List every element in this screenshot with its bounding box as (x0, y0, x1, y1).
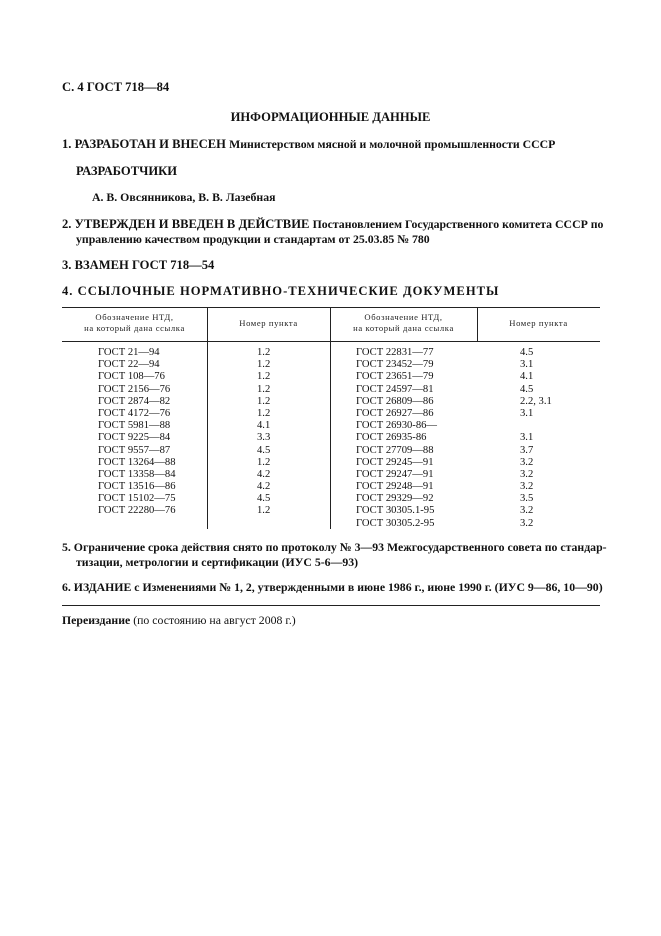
section-5-line-1: 5. Ограничение срока действия снято по протоколу № 3—93 Межгосударственного совета по стандар- (62, 540, 607, 554)
table-cell-num: 1.2 (257, 407, 271, 419)
page-header: С. 4 ГОСТ 718—84 (62, 80, 170, 94)
table-cell-doc: ГОСТ 2874—82 (98, 395, 171, 407)
table-cell-doc: ГОСТ 29247—91 (356, 468, 434, 480)
header-num-left: Номер пункта (239, 318, 298, 328)
header-doc-right: Обозначение НТД, на который дана ссылка (353, 312, 454, 333)
table-cell-num: 1.2 (257, 347, 271, 358)
table-cell-num: 4.2 (257, 481, 271, 493)
section-2-line-1 (62, 217, 603, 232)
table-cell-doc: ГОСТ 23452—79 (356, 359, 434, 371)
table-cell-doc: ГОСТ 9557—87 (98, 444, 171, 456)
references-table (62, 307, 600, 529)
table-cell-doc: ГОСТ 13358—84 (98, 468, 176, 480)
table-cell-doc: ГОСТ 29248—91 (356, 481, 434, 493)
table-cell-doc: ГОСТ 13264—88 (98, 456, 176, 468)
table-cell-num: 4.5 (520, 383, 534, 395)
table-cell-num: 3.2 (520, 481, 534, 493)
right-num-column (520, 347, 552, 530)
table-cell-num: 1.2 (257, 383, 271, 395)
table-cell-doc: ГОСТ 22831—77 (356, 347, 434, 358)
section-6: 6. ИЗДАНИЕ с Изменениями № 1, 2, утвержденными в июне 1986 г., июне 1990 г. (ИУС 9—86, 10—90) (62, 580, 603, 594)
table-cell-doc: ГОСТ 108—76 (98, 371, 165, 383)
document-title: ИНФОРМАЦИОННЫЕ ДАННЫЕ (230, 110, 431, 124)
left-num-column (257, 347, 270, 518)
table-cell-doc: ГОСТ 29245—91 (356, 456, 434, 468)
table-cell-num: 3.1 (520, 432, 534, 444)
section-3: 3. ВЗАМЕН ГОСТ 718—54 (62, 258, 215, 272)
divider (62, 605, 600, 606)
section-2-text: Постановлением Государственного комитета СССР по (312, 217, 604, 231)
table-cell-num: 4.5 (257, 493, 271, 505)
table-cell-num: 4.5 (520, 347, 534, 358)
table-cell-num: 3.7 (520, 444, 534, 456)
table-cell-doc: ГОСТ 26809—86 (356, 395, 434, 407)
section-5-line-2: тизации, метрологии и сертификации (ИУС 5-6—93) (76, 555, 359, 569)
developers-names: А. В. Овсянникова, В. В. Лазебная (92, 190, 276, 204)
section-1 (62, 137, 555, 152)
table-cell-num: 3.2 (520, 517, 534, 529)
header-num-right: Номер пункта (509, 318, 568, 328)
table-cell-doc: ГОСТ 4172—76 (98, 407, 171, 419)
table-cell-doc: ГОСТ 26935-86 (356, 432, 427, 444)
table-cell-doc: ГОСТ 30305.2-95 (356, 517, 435, 529)
table-cell-num: 3.5 (520, 493, 534, 505)
table-cell-num: 3.3 (257, 432, 271, 444)
table-cell-doc: ГОСТ 5981—88 (98, 420, 171, 432)
right-doc-column (356, 347, 437, 530)
table-cell-num: 2.2, 3.1 (520, 395, 552, 407)
reissue-text: (по состоянию на август 2008 г.) (133, 613, 296, 627)
table-cell-num: 1.2 (257, 371, 271, 383)
table-cell-num: 1.2 (257, 505, 271, 517)
table-cell-doc: ГОСТ 29329—92 (356, 493, 434, 505)
table-cell-doc: ГОСТ 23651—79 (356, 371, 434, 383)
table-cell-num: 4.2 (257, 468, 271, 480)
left-doc-column (98, 347, 176, 518)
table-cell-doc: ГОСТ 15102—75 (98, 493, 176, 505)
developers-label: РАЗРАБОТЧИКИ (76, 164, 178, 178)
table-cell-num: 4.1 (257, 420, 271, 432)
table-cell-num: 4.1 (520, 371, 534, 383)
table-cell-doc: ГОСТ 9225—84 (98, 432, 171, 444)
table-cell-doc: ГОСТ 22280—76 (98, 505, 176, 517)
table-cell-num: 1.2 (257, 456, 271, 468)
table-cell-num: 4.5 (257, 444, 271, 456)
table-cell-num: 1.2 (257, 395, 271, 407)
section-1-text: Министерством мясной и молочной промышленности СССР (229, 137, 556, 151)
table-cell-doc: ГОСТ 26930-86— (356, 420, 438, 432)
section-1-label: 1. РАЗРАБОТАН И ВНЕСЕН (62, 137, 226, 151)
section-2-line-2: управлению качеством продукции и стандартам от 25.03.85 № 780 (76, 232, 430, 246)
table-cell-doc: ГОСТ 27709—88 (356, 444, 434, 456)
section-2-label: 2. УТВЕРЖДЕН И ВВЕДЕН В ДЕЙСТВИЕ (62, 217, 310, 231)
reissue-label: Переиздание (62, 613, 131, 627)
table-cell-num: 1.2 (257, 359, 271, 371)
table-cell-doc: ГОСТ 30305.1-95 (356, 505, 435, 517)
header-doc-left: Обозначение НТД, на который дана ссылка (84, 312, 185, 333)
table-cell-num: 3.2 (520, 505, 534, 517)
table-cell-doc: ГОСТ 26927—86 (356, 407, 434, 419)
reissue-note (62, 613, 296, 628)
table-cell-doc: ГОСТ 13516—86 (98, 481, 176, 493)
section-4: 4. ССЫЛОЧНЫЕ НОРМАТИВНО-ТЕХНИЧЕСКИЕ ДОКУМЕНТЫ (62, 284, 500, 298)
table-cell-num: 3.1 (520, 407, 534, 419)
table-cell-num: 3.2 (520, 456, 534, 468)
table-cell-num: 3.1 (520, 359, 534, 371)
table-cell-doc: ГОСТ 22—94 (98, 359, 160, 371)
table-cell-num: 3.2 (520, 468, 534, 480)
table-cell-doc: ГОСТ 24597—81 (356, 383, 434, 395)
table-cell-doc: ГОСТ 21—94 (98, 347, 160, 358)
table-cell-num (520, 420, 552, 432)
table-cell-doc: ГОСТ 2156—76 (98, 383, 171, 395)
